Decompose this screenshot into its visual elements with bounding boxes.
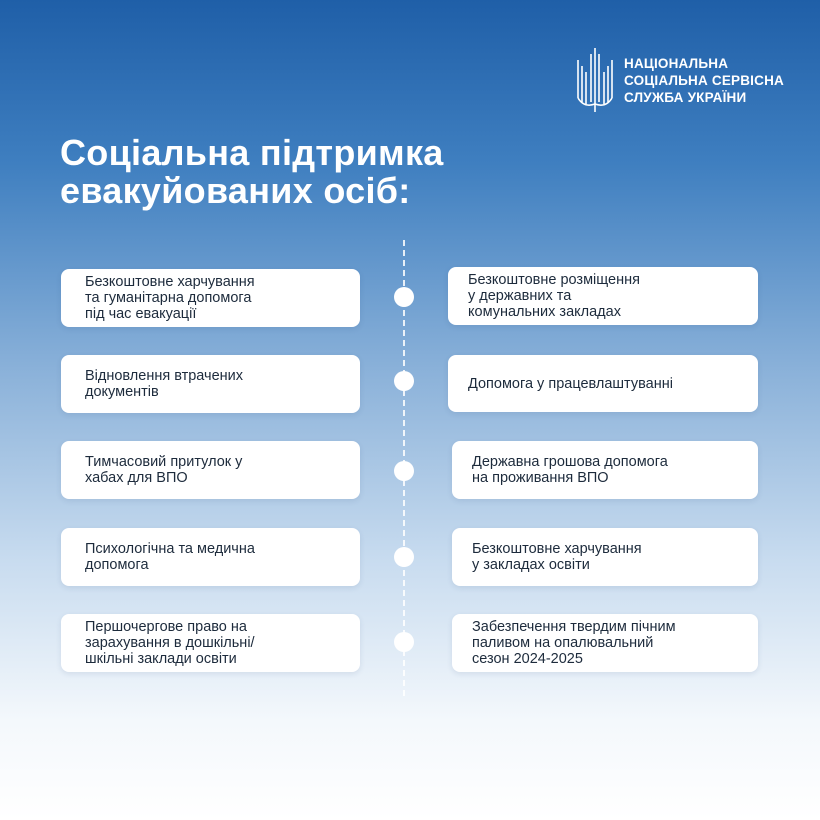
benefit-card-left-5 bbox=[61, 614, 360, 672]
timeline-dot-4 bbox=[394, 547, 414, 567]
benefit-text: Допомога у працевлаштуванні bbox=[468, 375, 673, 392]
logo-line-3: СЛУЖБА УКРАЇНИ bbox=[624, 89, 747, 105]
benefit-card-right-3 bbox=[452, 441, 758, 499]
benefit-text: Психологічна та медична допомога bbox=[85, 541, 255, 573]
page-title-line-2: евакуйованих осіб: bbox=[60, 170, 411, 211]
logo bbox=[574, 46, 784, 114]
page-title bbox=[60, 134, 444, 210]
timeline-dot-3 bbox=[394, 461, 414, 481]
benefit-text: Відновлення втрачених документів bbox=[85, 368, 244, 400]
benefit-text: Безкоштовне харчування та гуманітарна допомога під час евакуації bbox=[85, 274, 255, 322]
benefit-card-left-3 bbox=[61, 441, 360, 499]
logo-line-1: НАЦІОНАЛЬНА bbox=[624, 55, 729, 71]
benefit-card-right-2 bbox=[448, 355, 758, 412]
benefit-text: Безкоштовне розміщення у державних та комунальних закладах bbox=[468, 272, 640, 320]
benefit-card-right-4 bbox=[452, 528, 758, 586]
benefit-text: Державна грошова допомога на проживання ВПО bbox=[472, 454, 668, 486]
benefit-card-right-5 bbox=[452, 614, 758, 672]
page-title-line-1: Соціальна підтримка bbox=[60, 132, 444, 173]
timeline-dot-5 bbox=[394, 632, 414, 652]
benefit-text: Тимчасовий притулок у хабах для ВПО bbox=[85, 454, 243, 486]
benefit-text: Забезпечення твердим пічним паливом на опалювальний сезон 2024-2025 bbox=[472, 619, 676, 667]
timeline-dot-1 bbox=[394, 287, 414, 307]
benefit-card-left-2 bbox=[61, 355, 360, 413]
benefit-text: Безкоштовне харчування у закладах освіти bbox=[472, 541, 642, 573]
logo-text bbox=[624, 55, 784, 106]
benefit-card-left-1 bbox=[61, 269, 360, 327]
logo-line-2: СОЦІАЛЬНА СЕРВІСНА bbox=[624, 72, 784, 88]
benefit-text: Першочергове право на зарахування в дошкільні/ шкільні заклади освіти bbox=[85, 619, 255, 667]
timeline-dot-2 bbox=[394, 371, 414, 391]
trident-emblem-icon bbox=[574, 46, 616, 114]
benefit-card-right-1 bbox=[448, 267, 758, 325]
benefit-card-left-4 bbox=[61, 528, 360, 586]
